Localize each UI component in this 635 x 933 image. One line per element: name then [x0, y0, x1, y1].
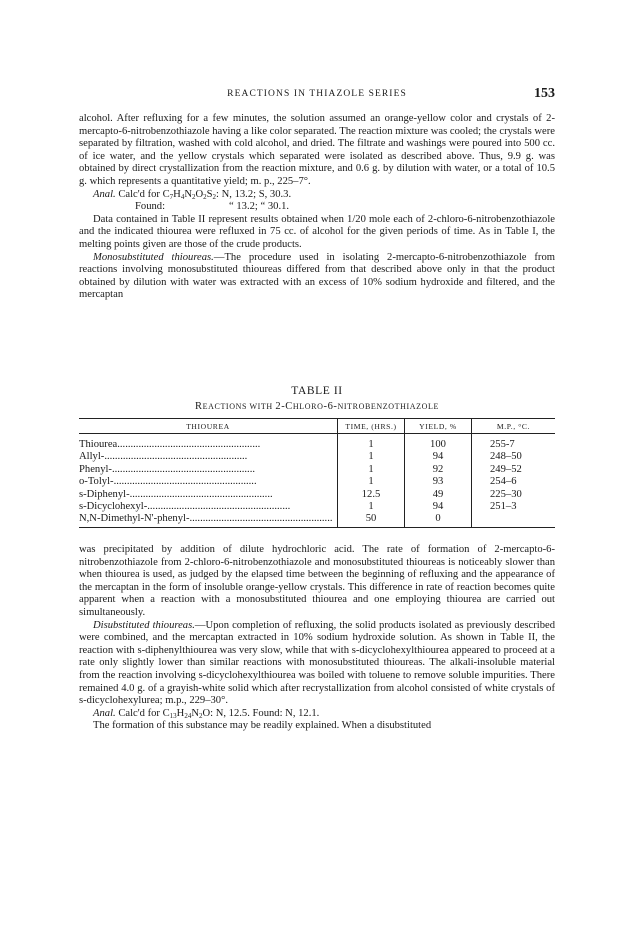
paragraph-disubstituted: Disubstituted thioureas.—Upon completion of refluxing, the solid products isolated as previously described were combined, and the mercaptan extracted in 10% sodium hydroxide solution. As shown in Table II, the reaction with s-diphenylthiourea was very slow, while that with s-dicyclohexylthiourea appeared to proceed at a rate only slightly lower than similar reactions with monosubstituted thioureas. The alkali-insoluble material from the reaction involving s-dicyclohexylthiourea was boiled with toluene to remove soluble impurities. There remained 4.0 g. of a grayish-white solid which after recrystallization from alcohol consisted of white crystals of s-dicyclohexylurea; m.p., 229–30°. — [79, 619, 555, 707]
body-text-bottom — [79, 544, 555, 733]
analysis-found-1: Found: “ 13.2; “ 30.1. — [135, 201, 290, 213]
table-caption: REACTIONS WITH 2-CHLORO-6-NITROBENZOTHIAZOLE — [195, 401, 439, 412]
cell-time: 1 — [338, 451, 405, 463]
analysis-calc-2: Anal. Calc'd for $C_{13}H_{24}N_2O$: N, 12.5. Found: N, 12.1. — [93, 707, 320, 720]
col-header-thiourea: THIOUREA — [79, 419, 338, 434]
thiourea-name: Allyl- — [79, 451, 105, 463]
dot-leader: ...................................................... — [117, 439, 261, 450]
col-header-yield: YIELD, % — [405, 419, 472, 434]
cell-mp: 248–50 — [472, 451, 556, 463]
cell-time: 50 — [338, 513, 405, 527]
dot-leader: ...................................................... — [104, 451, 248, 463]
table-header-row — [79, 419, 555, 434]
running-head — [79, 87, 555, 105]
dot-leader: ...................................................... — [113, 476, 257, 488]
analysis-calc-1: Anal. Calc'd for $C_7H_4N_2O_2S_2$: N, 13.2; S, 30.3. — [93, 188, 292, 201]
paragraph-table-intro: Data contained in Table II represent results obtained when 1/20 mole each of 2-chloro-6-nitrobenzothiazole and the indicated thiourea were refluxed in 75 cc. of alcohol for the given periods of time. As in Table I, the melting points given are those of the crude products. — [79, 213, 555, 250]
anal-label: Anal. — [93, 188, 116, 200]
thiourea-name: s-Dicyclohexyl- — [79, 501, 148, 513]
table-row — [79, 501, 555, 513]
thiourea-name: o-Tolyl- — [79, 476, 114, 488]
page-number: 153 — [534, 86, 555, 101]
paragraph-explanation: The formation of this substance may be readily explained. When a disubstituted — [93, 720, 432, 732]
dot-leader: ...................................................... — [189, 513, 333, 525]
paragraph-monosubstituted: Monosubstituted thioureas.—The procedure used in isolating 2-mercapto-6-nitrobenzothiazole from reactions involving monosubstituted thioureas differed from that described above only in that the product obtained by dilution with water was extracted with an excess of 10% sodium hydroxide and filtered, and the mercaptan — [79, 251, 555, 301]
table-row — [79, 451, 555, 463]
cell-yield: 94 — [405, 451, 472, 463]
cell-mp: 255-7 — [472, 434, 556, 452]
dot-leader: ...................................................... — [147, 501, 291, 513]
cell-yield: 94 — [405, 501, 472, 513]
thiourea-name: N,N-Dimethyl-N'-phenyl- — [79, 513, 190, 525]
thiourea-name: Phenyl- — [79, 463, 112, 475]
table-row — [79, 476, 555, 488]
thiourea-name: s-Diphenyl- — [79, 488, 130, 500]
dot-leader: ...................................................... — [129, 488, 273, 500]
running-title: REACTIONS IN THIAZOLE SERIES — [227, 89, 407, 99]
body-text-top — [79, 113, 555, 302]
cell-mp — [472, 513, 556, 527]
table-title: TABLE II — [291, 385, 343, 397]
cell-mp: 225–30 — [472, 489, 556, 501]
paragraph-rate: was precipitated by addition of dilute hydrochloric acid. The rate of formation of 2-mercapto-6-nitrobenzothiazole from 2-chloro-6-nitrobenzothiazole and monosubstituted thioureas is noticeably slower than when thiourea is used, as judged by the elapsed time between the beginning of refluxing and the appearance of the mercaptan in the form of insoluble orange-yellow crystals. This difference in rate of reaction becomes quite apparent when a reaction with a monosubstituted thiourea and one employing thiourea are carried out simultaneously. — [79, 544, 555, 618]
anal-label: Anal. — [93, 707, 116, 719]
cell-yield: 93 — [405, 476, 472, 488]
col-header-mp: M.P., °C. — [472, 419, 556, 434]
cell-time: 1 — [338, 464, 405, 476]
section-heading-monosubstituted: Monosubstituted thioureas. — [93, 251, 214, 263]
cell-yield: 0 — [405, 513, 472, 527]
thiourea-name: Thiourea — [79, 439, 118, 450]
table-row — [79, 464, 555, 476]
dot-leader: ...................................................... — [111, 463, 255, 475]
cell-time: 1 — [338, 476, 405, 488]
results-table — [79, 418, 555, 528]
cell-time: 1 — [338, 501, 405, 513]
cell-time: 12.5 — [338, 489, 405, 501]
cell-yield: 92 — [405, 464, 472, 476]
table-row — [79, 489, 555, 501]
cell-yield: 49 — [405, 489, 472, 501]
cell-mp: 251–3 — [472, 501, 556, 513]
table-row — [79, 434, 555, 452]
cell-mp: 254–6 — [472, 476, 556, 488]
paragraph-synthesis: alcohol. After refluxing for a few minutes, the solution assumed an orange-yellow color and crystals of 2-mercapto-6-nitrobenzothiazole having a like color separated. The reaction mixture was cooled; the crystals were separated by filtration, washed with cold alcohol, and dried. The filtrate and washings were poured into 500 cc. of ice water, and the yellow crystals which separated were isolated as described above. Thus, 9.9 g. was obtained by direct crystallization from the reaction mixture, and 0.6 g. by dilution with water, or a total of 10.5 g. which represents a quantitative yield; m. p., 225–7°. — [79, 113, 555, 187]
table-row — [79, 513, 555, 527]
col-header-time: TIME, (HRS.) — [338, 419, 405, 434]
cell-time: 1 — [338, 434, 405, 452]
section-heading-disubstituted: Disubstituted thioureas. — [93, 619, 195, 631]
cell-yield: 100 — [405, 434, 472, 452]
cell-mp: 249–52 — [472, 464, 556, 476]
